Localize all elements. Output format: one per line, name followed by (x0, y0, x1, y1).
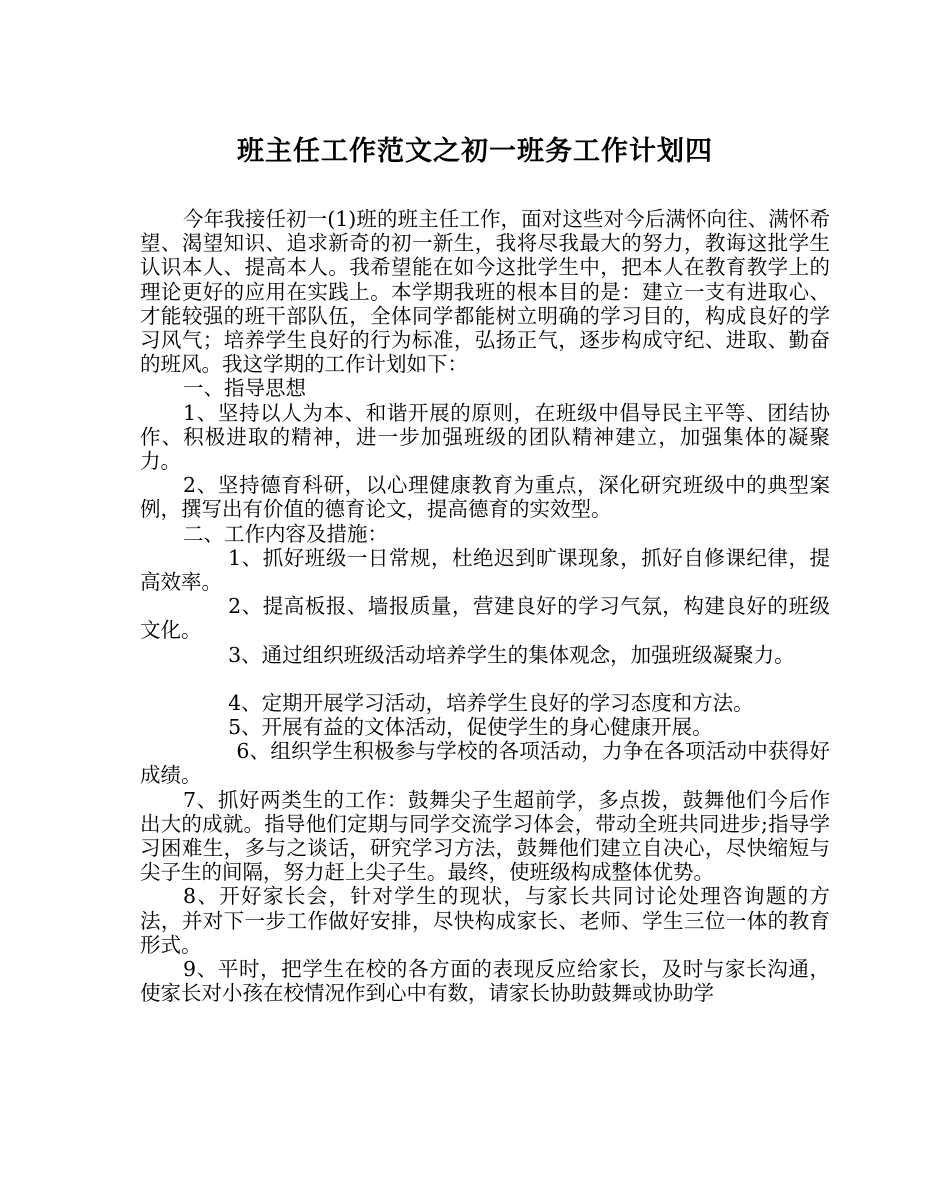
paragraph-work-2: 2、提高板报、墙报质量，营建良好的学习气氛，构建良好的班级文化。 (140, 594, 830, 643)
paragraph-work-7: 7、抓好两类生的工作：鼓舞尖子生超前学，多点拨，鼓舞他们今后作出大的成就。指导他们定期与同学交流学习体会，带动全班共同进步;指导学习困难生，多与之谈话，研究学习方法，鼓舞他们建立自决心，尽快缩短与尖子生的间隔，努力赶上尖子生。最终，使班级构成整体优势。 (140, 787, 830, 885)
paragraph-work-4: 4、定期开展学习活动，培养学生良好的学习态度和方法。 (228, 690, 754, 715)
paragraph-work-1: 1、抓好班级一日常规，杜绝迟到旷课现象，抓好自修课纪律，提高效率。 (140, 545, 830, 595)
paragraph-ideology-1: 1、坚持以人为本、和谐开展的原则，在班级中倡导民主平等、团结协作、积极进取的精神，进一步加强班级的团队精神建立，加强集体的凝聚力。 (140, 400, 830, 474)
paragraph-work-8: 8、开好家长会，针对学生的现状，与家长共同讨论处理咨询题的方法，并对下一步工作做好安排，尽快构成家长、老师、学生三位一体的教育形式。 (140, 884, 830, 957)
document-body (140, 207, 830, 1006)
heading-work-content: 二、工作内容及措施： (183, 521, 389, 546)
paragraph-ideology-2: 2、坚持德育科研，以心理健康教育为重点，深化研究班级中的典型案例，撰写出有价值的德育论文，提高德育的实效型。 (140, 473, 830, 522)
blank-line (140, 667, 830, 691)
paragraph-intro: 今年我接任初一(1)班的班主任工作，面对这些对今后满怀向往、满怀希望、渴望知识、追求新奇的初一新生，我将尽我最大的努力，教诲这批学生认识本人、提高本人。我希望能在如今这批学生中，把本人在教育教学上的理论更好的应用在实践上。本学期我班的根本目的是：建立一支有进取心、才能较强的班干部队伍，全体同学都能树立明确的学习目的，构成良好的学习风气；培养学生良好的行为标准，弘扬正气，逐步构成守纪、进取、勤奋的班风。我这学期的工作计划如下： (140, 207, 830, 377)
heading-guiding-ideology: 一、指导思想 (183, 376, 307, 401)
document-title: 班主任工作范文之初一班务工作计划四 (237, 136, 713, 167)
paragraph-work-6: 6、组织学生积极参与学校的各项活动，力争在各项活动中获得好成绩。 (140, 739, 830, 788)
paragraph-work-5: 5、开展有益的文体活动，促使学生的身心健康开展。 (228, 715, 713, 740)
paragraph-work-3: 3、通过组织班级活动培养学生的集体观念，加强班级凝聚力。 (228, 642, 795, 667)
paragraph-work-9: 9、平时，把学生在校的各方面的表现反应给家长，及时与家长沟通，使家长对小孩在校情况作到心中有数，请家长协助鼓舞或协助学 (140, 957, 830, 1006)
